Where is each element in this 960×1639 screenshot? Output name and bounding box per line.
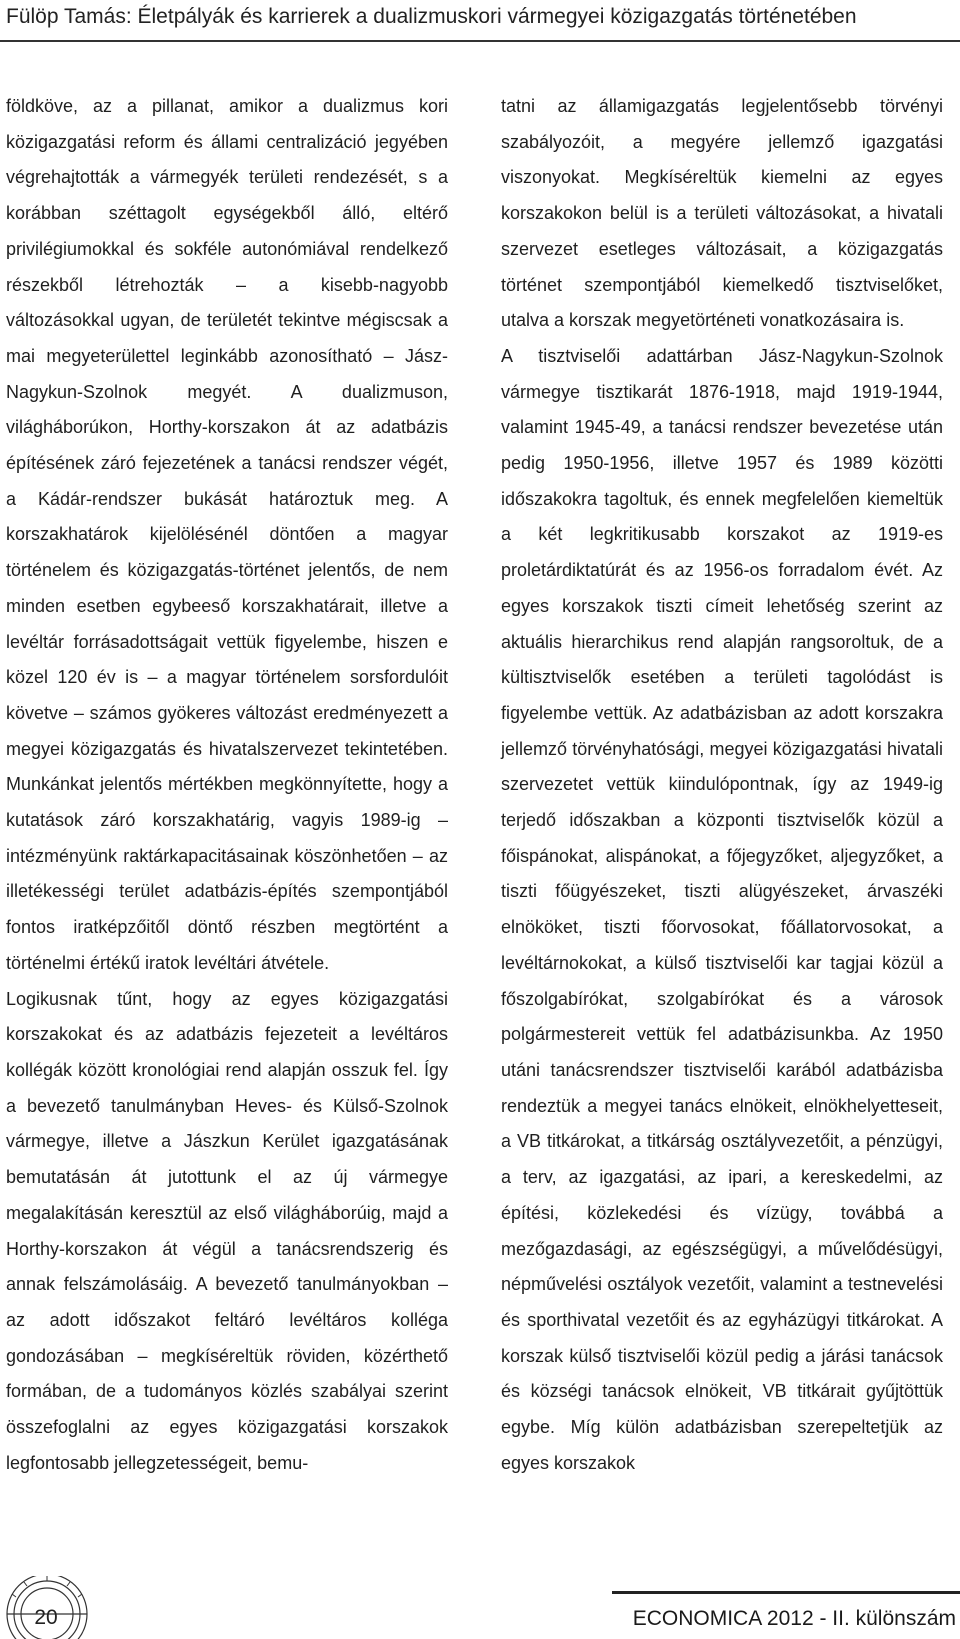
running-header-title: Fülöp Tamás: Életpályák és karrierek a dualizmuskori vármegyei közigazgatás történetében	[6, 5, 857, 28]
footer-divider	[612, 1591, 960, 1594]
header-divider	[0, 40, 960, 42]
text-column-right	[501, 89, 943, 1481]
text-column-left	[6, 89, 448, 1481]
paragraph: Logikusnak tűnt, hogy az egyes közigazgatási korszakokat és az adatbázis fejezeteit a levéltáros kollégák között kronológiai rend alapján osszuk fel. Így a bevezető tanulmányban Heves- és Külső-Szolnok vármegye, illetve a Jászkun Kerület igazgatásának bemutatásán át jutottunk el az új vármegye megalakításán keresztül az első világháborúig, majd a Horthy-korszakon át végül a tanácsrendszerig és annak felszámolásáig. A bevezető tanulmányokban – az adott időszakot feltáró levéltáros kolléga gondozásában – megkíséreltük röviden, közérthető formában, de a tudományos közlés szabályai szerint összefoglalni az egyes közigazgatási korszakok legfontosabb jellegzetességeit, bemu-	[6, 988, 448, 1473]
paragraph: földköve, az a pillanat, amikor a dualizmus kori közigazgatási reform és állami centralizáció jegyében végrehajtották a vármegyék területi rendezését, s a korábban széttagolt egységekből álló, eltérő privilégiumokkal és sokféle autonómiával rendelkező részekből létrehozták – a kisebb-nagyobb változásokkal ugyan, de területét tekintve mégiscsak a mai megyeterülettel leginkább azonosítható – Jász-Nagykun-Szolnok megyét. A dualizmuson, világháborúkon, Horthy-korszakon át az adatbázis építésének záró fejezetének a tanácsi rendszer végét, a Kádár-rendszer bukását határoztuk meg. A korszakhatárok kijelölésénél döntően a magyar történelem és közigazgatás-történet jelentős, de nem minden esetben egybeeső korszakhatárait, illetve a levéltár forrásadottságait vettük figyelembe, hiszen e közel 120 év is – a magyar történelem sorsfordulóit követve – számos gyökeres változást eredményezett a megyei közigazgatás és hivatalszervezet tekintetében. Munkánkat jelentős mértékben megkönnyítette, hogy a kutatások záró korszakhatárig, vagyis 1989-ig – intézményünk raktárkapacitásainak köszönhetően – az illetékességi terület adatbázis-építés szempontjából fontos iratképzőitől döntő részben megtörtént a történelmi értékű iratok levéltári átvétele.	[6, 96, 448, 973]
journal-name: ECONOMICA 2012 - II. különszám	[632, 1607, 956, 1630]
paragraph: A tisztviselői adattárban Jász-Nagykun-Szolnok vármegye tisztikarát 1876-1918, majd 1919-1944, valamint 1945-49, a tanácsi rendszer bevezetése után pedig 1950-1956, illetve 1957 és 1989 közötti időszakokra tagoltuk, és ennek megfelelően kiemeltük a két legkritikusabb korszakot az 1919-es proletárdiktatúrát és az 1956-os forradalom évét. Az egyes korszakok tiszti címeit lehetőség szerint az aktuális hierarchikus rend alapján rangsoroltuk, de a kültisztviselők esetében a területi tagolódást is figyelembe vettük. Az adatbázisban az adott korszakra jellemző törvényhatósági, megyei közigazgatási hivatali szervezetet vettük kiindulópontnak, így az 1949-ig terjedő időszakban a központi tisztviselők közül a főispánokat, alispánokat, a főjegyzőket, aljegyzőket, a tiszti főügyészeket, tiszti alügyészeket, árvaszéki elnököket, tiszti főorvosokat, főállatorvosokat, a levéltárnokokat, a külső tisztviselői kar tagjai közül a főszolgabírókat, szolgabírókat és a városok polgármestereit vettük fel adatbázisunkba. Az 1950 utáni tanácsrendszer tisztviselői karából adatbázisba rendeztük a megyei tanács elnökeit, elnökhelyetteseit, a VB titkárokat, a titkárság osztályvezetőit, a pénzügyi, a terv, az igazgatási, az ipari, a kereskedelmi, az építési, közlekedési és vízügy, továbbá a mezőgazdasági, az egészségügyi, a művelődésügyi, népművelési osztályok vezetőit, valamint a testnevelési és sporthivatal vezetőit és az egyházügyi titkárokat. A korszak külső tisztviselői közül pedig a járási tanácsok és községi tanácsok elnökeit, VB titkárait gyűjtöttük egybe. Míg külön adatbázisban szerepeltetjük az egyes korszakok	[501, 345, 943, 1473]
page-number: 20	[34, 1606, 58, 1629]
paragraph: tatni az államigazgatás legjelentősebb törvényi szabályozóit, a megyére jellemző igazgatási viszonyokat. Megkíséreltük kiemelni az egyes korszakokon belül is a területi változásokat, a hivatali szervezet esetleges változásait, a közigazgatás történet szempontjából kiemelkedő tisztviselőket, utalva a korszak megyetörténeti vonatkozásaira is.	[501, 96, 943, 331]
